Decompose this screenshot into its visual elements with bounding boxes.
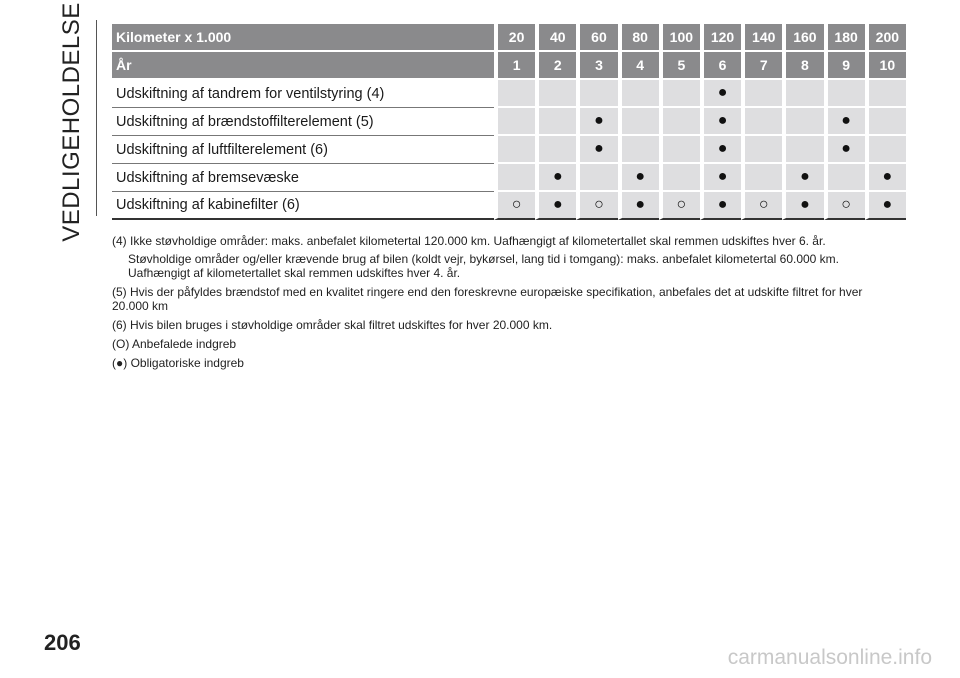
year-header-cell: 5 (659, 52, 700, 80)
footnote-4 (112, 234, 892, 280)
schedule-cell (782, 108, 823, 136)
schedule-cell (618, 80, 659, 108)
schedule-cell: ● (576, 136, 617, 164)
year-header-cell: 6 (700, 52, 741, 80)
km-header-cell: 40 (535, 24, 576, 52)
schedule-cell: ● (618, 164, 659, 192)
table-row (112, 80, 906, 108)
schedule-cell: ● (535, 192, 576, 220)
legend-mandatory-text: ) Obligatoriske indgreb (123, 356, 244, 370)
schedule-cell: ○ (824, 192, 865, 220)
schedule-cell (865, 108, 906, 136)
year-header-cell: 9 (824, 52, 865, 80)
schedule-cell: ● (865, 164, 906, 192)
schedule-cell (741, 80, 782, 108)
schedule-cell (865, 136, 906, 164)
maintenance-schedule-table (112, 24, 906, 220)
schedule-cell: ● (782, 164, 823, 192)
page-number: 206 (44, 630, 81, 655)
schedule-cell: ● (700, 108, 741, 136)
row-label: Udskiftning af bremsevæske (112, 164, 494, 192)
year-header-cell: 3 (576, 52, 617, 80)
year-header-cell: 7 (741, 52, 782, 80)
schedule-cell (535, 108, 576, 136)
schedule-cell (576, 80, 617, 108)
schedule-cell (494, 164, 535, 192)
schedule-cell: ● (782, 192, 823, 220)
schedule-cell: ○ (494, 192, 535, 220)
schedule-cell (494, 108, 535, 136)
km-header-cell: 180 (824, 24, 865, 52)
km-header-cell: 60 (576, 24, 617, 52)
schedule-cell (494, 80, 535, 108)
row-label: Udskiftning af kabinefilter (6) (112, 192, 494, 220)
table-row (112, 192, 906, 220)
schedule-cell: ● (824, 136, 865, 164)
schedule-cell (618, 136, 659, 164)
year-header-cell: 4 (618, 52, 659, 80)
schedule-cell: ● (700, 136, 741, 164)
year-header-label: År (112, 52, 494, 80)
footnote-4-dusty-text: Støvholdige områder og/eller krævende brug af bilen (koldt vejr, bykørsel, lang tid i tomgang): maks. anbefalet kilometertal 60.000 km. Uafhængigt af kilometertallet skal remmen udskiftes hver 4. år. (128, 252, 840, 280)
schedule-cell (865, 80, 906, 108)
km-header-cell: 120 (700, 24, 741, 52)
legend-recommended: (O) Anbefalede indgreb (112, 337, 237, 351)
schedule-cell (824, 164, 865, 192)
footnote-4-text: (4) Ikke støvholdige områder: maks. anbefalet kilometertal 120.000 km. Uafhængigt af kilometertallet skal remmen udskiftes hver 6. år. (112, 234, 826, 248)
km-header-cell: 100 (659, 24, 700, 52)
km-header-row (112, 24, 906, 52)
legend-mandatory (112, 356, 892, 370)
schedule-cell (782, 80, 823, 108)
schedule-cell: ● (576, 108, 617, 136)
schedule-cell: ● (865, 192, 906, 220)
schedule-cell: ● (700, 192, 741, 220)
row-label: Udskiftning af luftfilterelement (6) (112, 136, 494, 164)
section-side-title (52, 2, 92, 242)
schedule-cell (659, 136, 700, 164)
table-row (112, 164, 906, 192)
km-header-cell: 20 (494, 24, 535, 52)
schedule-cell (741, 136, 782, 164)
schedule-cell: ○ (576, 192, 617, 220)
schedule-cell: ● (535, 164, 576, 192)
km-header-label: Kilometer x 1.000 (112, 24, 494, 52)
table-row (112, 136, 906, 164)
section-title-text: VEDLIGEHOLDELSE (58, 2, 85, 242)
row-label: Udskiftning af brændstoffilterelement (5) (112, 108, 494, 136)
schedule-cell (535, 136, 576, 164)
schedule-cell: ○ (741, 192, 782, 220)
schedule-cell (659, 80, 700, 108)
schedule-cell (535, 80, 576, 108)
km-header-cell: 80 (618, 24, 659, 52)
schedule-cell (782, 136, 823, 164)
schedule-cell (659, 108, 700, 136)
km-header-cell: 160 (782, 24, 823, 52)
schedule-cell (659, 164, 700, 192)
watermark: carmanualsonline.info (727, 646, 932, 669)
schedule-cell (741, 108, 782, 136)
year-header-cell: 1 (494, 52, 535, 80)
schedule-cell (741, 164, 782, 192)
year-header-cell: 2 (535, 52, 576, 80)
footnotes (112, 234, 892, 375)
schedule-cell: ● (824, 108, 865, 136)
row-label: Udskiftning af tandrem for ventilstyring (4) (112, 80, 494, 108)
table-row (112, 108, 906, 136)
schedule-cell (494, 136, 535, 164)
legend-mandatory-prefix: ( (112, 356, 116, 370)
schedule-cell: ● (700, 164, 741, 192)
schedule-cell: ○ (659, 192, 700, 220)
schedule-cell (576, 164, 617, 192)
km-header-cell: 200 (865, 24, 906, 52)
year-header-cell: 10 (865, 52, 906, 80)
schedule-cell (824, 80, 865, 108)
footnote-5: (5) Hvis der påfyldes brændstof med en kvalitet ringere end den foreskrevne europæiske specifikation, anbefales det at udskifte filtret for hver 20.000 km (112, 285, 863, 313)
footnote-6: (6) Hvis bilen bruges i støvholdige områder skal filtret udskiftes for hver 20.000 km. (112, 318, 553, 332)
schedule-cell: ● (618, 192, 659, 220)
filled-dot-icon: ● (116, 356, 124, 370)
section-divider (96, 20, 97, 216)
schedule-cell (618, 108, 659, 136)
year-header-row (112, 52, 906, 80)
year-header-cell: 8 (782, 52, 823, 80)
km-header-cell: 140 (741, 24, 782, 52)
schedule-cell: ● (700, 80, 741, 108)
